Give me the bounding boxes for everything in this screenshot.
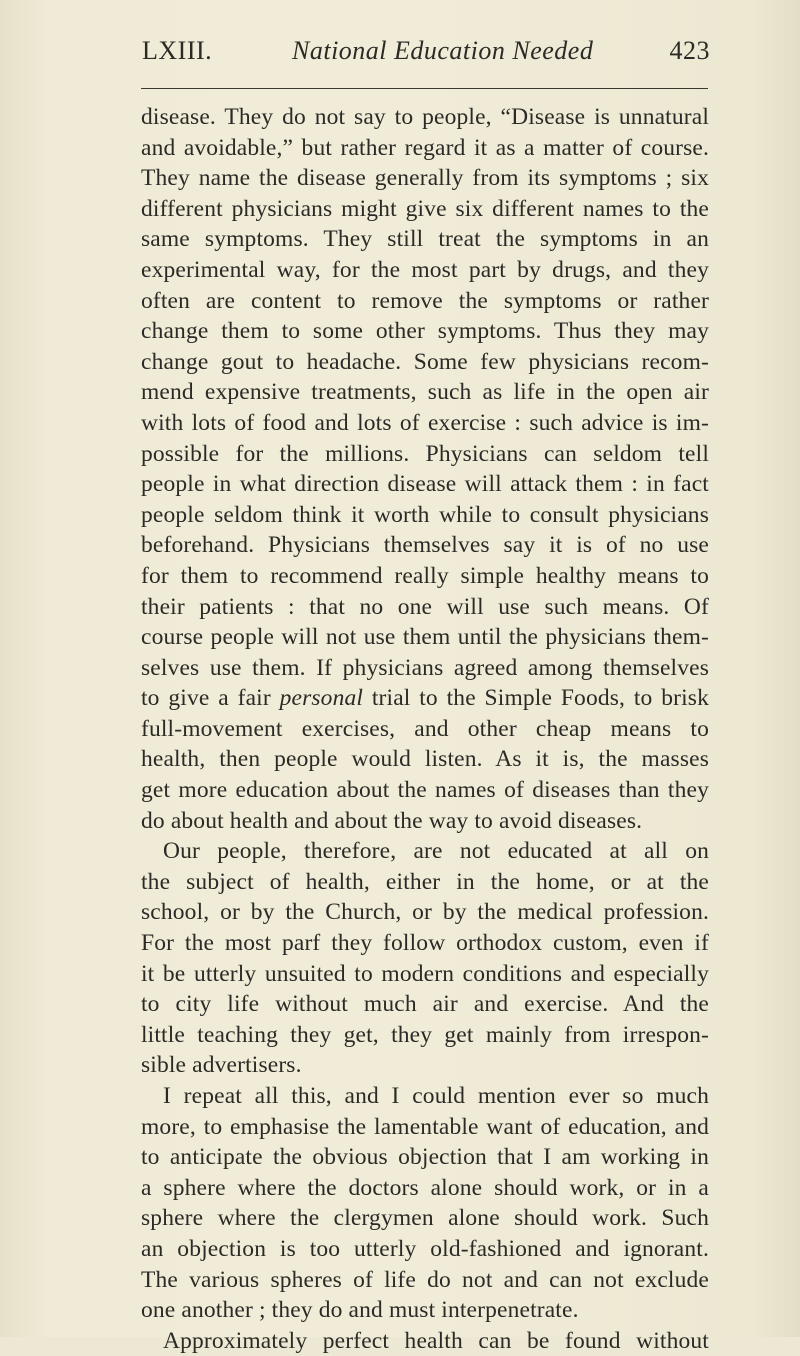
text-line: get more education about the names of diseases than they xyxy=(141,777,709,804)
header-rule xyxy=(141,88,708,89)
paragraph-1 xyxy=(141,102,709,836)
text-line: change gout to headache. Some few physicians recom- xyxy=(141,348,709,375)
text-line: often are content to remove the symptoms or rather xyxy=(141,287,709,314)
text-line: For the most parf they follow orthodox custom, even if xyxy=(141,930,709,957)
text-run: trial to the Simple Foods, to brisk xyxy=(363,685,709,712)
text-line: Approximately perfect health can be found without xyxy=(163,1327,709,1354)
text-line: full-movement exercises, and other cheap means to xyxy=(141,715,709,742)
text-line: for them to recommend really simple healthy means to xyxy=(141,562,709,589)
body-text xyxy=(141,102,709,1356)
text-line: They name the disease generally from its symptoms ; six xyxy=(141,165,709,192)
text-line: I repeat all this, and I could mention ever so much xyxy=(163,1083,709,1109)
text-line: one another ; they do and must interpenetrate. xyxy=(141,1297,579,1324)
paragraph-3 xyxy=(141,1081,709,1356)
chapter-numeral: LXIII. xyxy=(142,36,213,65)
text-line: The various spheres of life do not and can not exclude xyxy=(141,1266,709,1293)
running-header xyxy=(142,36,710,76)
text-line: same symptoms. They still treat the symptoms in an xyxy=(141,226,709,253)
text-line: change them to some other symptoms. Thus they may xyxy=(141,318,709,345)
text-run: to give a fair xyxy=(141,685,280,712)
text-line: Our people, therefore, are not educated at all on xyxy=(163,838,709,865)
text-line: it be utterly unsuited to modern conditions and especially xyxy=(141,960,709,987)
chapter-title: National Education Needed xyxy=(292,36,594,65)
text-line: do about health and about the way to avoid diseases. xyxy=(141,807,643,834)
text-line: disease. They do not say to people, “Disease is unnatural xyxy=(141,104,709,130)
text-line-with-italic xyxy=(141,683,709,714)
text-line: course people will not use them until the physicians them- xyxy=(141,624,709,651)
text-line: beforehand. Physicians themselves say it is of no use xyxy=(141,532,709,559)
text-line: health, then people would listen. As it is, the masses xyxy=(141,746,709,773)
italic-emphasis: personal xyxy=(279,685,364,712)
text-line: little teaching they get, they get mainly from irrespon- xyxy=(141,1021,709,1048)
text-line: their patients : that no one will use such means. Of xyxy=(141,593,709,620)
text-line: different physicians might give six different names to the xyxy=(141,195,709,222)
text-line: sphere where the clergymen alone should work. Such xyxy=(141,1205,709,1232)
text-line: more, to emphasise the lamentable want of education, and xyxy=(141,1113,709,1140)
text-line: sible advertisers. xyxy=(141,1052,302,1079)
text-line: mend expensive treatments, such as life in the open air xyxy=(141,379,709,406)
text-line: to city life without much air and exercise. And the xyxy=(141,991,709,1018)
text-line: a sphere where the doctors alone should work, or in a xyxy=(141,1174,709,1201)
text-line: an objection is too utterly old-fashioned and ignorant. xyxy=(141,1235,709,1262)
text-line: the subject of health, either in the home, or at the xyxy=(141,868,709,895)
text-line: and avoidable,” but rather regard it as a matter of course. xyxy=(141,134,709,161)
text-line: possible for the millions. Physicians can seldom tell xyxy=(141,440,709,467)
paragraph-2 xyxy=(141,836,709,1081)
text-line: experimental way, for the most part by drugs, and they xyxy=(141,256,709,283)
text-line: selves use them. If physicians agreed among themselves xyxy=(141,654,709,681)
text-line: people seldom think it worth while to consult physicians xyxy=(141,501,709,528)
text-line: with lots of food and lots of exercise : such advice is im- xyxy=(141,409,709,436)
text-line: people in what direction disease will attack them : in fact xyxy=(141,471,709,498)
text-line: school, or by the Church, or by the medical profession. xyxy=(141,899,709,926)
text-line: to anticipate the obvious objection that I am working in xyxy=(141,1144,709,1171)
page-number: 423 xyxy=(669,36,710,65)
